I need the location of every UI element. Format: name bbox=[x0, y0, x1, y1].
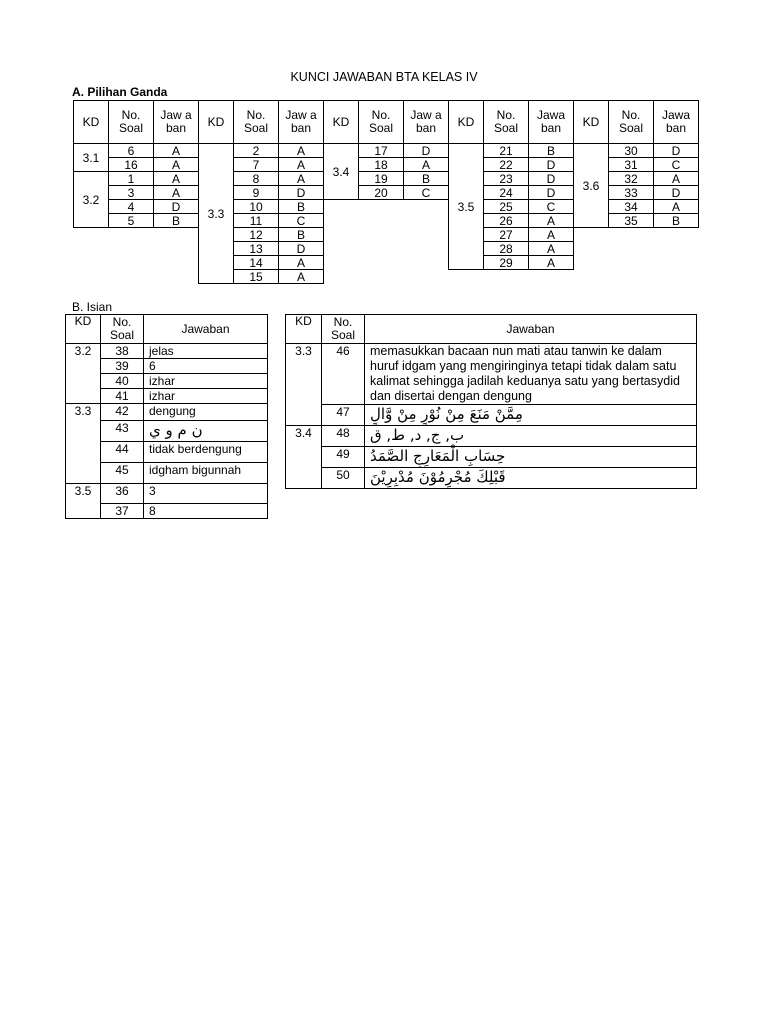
no-soal-cell: 6 bbox=[109, 144, 154, 158]
answer-cell: A bbox=[654, 172, 699, 186]
kd-cell: 3.3 bbox=[199, 144, 234, 284]
no-soal-cell: 8 bbox=[234, 172, 279, 186]
answer-cell: C bbox=[279, 214, 324, 228]
answer-cell: A bbox=[654, 200, 699, 214]
answer-cell: 3 bbox=[144, 484, 268, 504]
kd-cell: 3.1 bbox=[74, 144, 109, 172]
no-soal-cell: 26 bbox=[484, 214, 529, 228]
no-soal-cell: 15 bbox=[234, 270, 279, 284]
no-soal-cell: 28 bbox=[484, 242, 529, 256]
answer-cell: A bbox=[404, 158, 449, 172]
answer-cell: idgham bigunnah bbox=[144, 463, 268, 484]
no-soal-cell: 23 bbox=[484, 172, 529, 186]
table-row bbox=[286, 405, 697, 426]
no-soal-cell: 9 bbox=[234, 186, 279, 200]
no-soal-cell: 12 bbox=[234, 228, 279, 242]
empty-area bbox=[324, 200, 449, 284]
answer-cell: A bbox=[154, 144, 199, 158]
answer-cell: D bbox=[154, 200, 199, 214]
header-kd: KD bbox=[449, 101, 484, 144]
answer-cell: B bbox=[279, 200, 324, 214]
answer-cell: D bbox=[529, 158, 574, 172]
isian-left-table bbox=[65, 314, 268, 519]
header-no-soal: No. Soal bbox=[234, 101, 279, 144]
answer-cell: قَبْلِكَ مُجْرِمُوْنَ مُدْبِرِيْنَ bbox=[365, 468, 697, 489]
kd-cell: 3.2 bbox=[74, 172, 109, 228]
section-a-heading: A. Pilihan Ganda bbox=[72, 85, 168, 99]
no-soal-cell: 35 bbox=[609, 214, 654, 228]
answer-cell: D bbox=[404, 144, 449, 158]
answer-cell: C bbox=[654, 158, 699, 172]
answer-cell: A bbox=[154, 172, 199, 186]
no-soal-cell: 11 bbox=[234, 214, 279, 228]
no-soal-cell: 14 bbox=[234, 256, 279, 270]
no-soal-cell: 41 bbox=[101, 389, 144, 404]
no-soal-cell: 43 bbox=[101, 421, 144, 442]
answer-cell: A bbox=[154, 186, 199, 200]
no-soal-cell: 48 bbox=[322, 426, 365, 447]
kd-cell: 3.5 bbox=[449, 144, 484, 270]
no-soal-cell: 4 bbox=[109, 200, 154, 214]
no-soal-cell: 21 bbox=[484, 144, 529, 158]
no-soal-cell: 34 bbox=[609, 200, 654, 214]
answer-cell: jelas bbox=[144, 344, 268, 359]
answer-cell: B bbox=[154, 214, 199, 228]
table-header-row bbox=[286, 315, 697, 344]
answer-cell: memasukkan bacaan nun mati atau tanwin ke dalam huruf idgam yang mengiringinya tetapi tidak dalam satu kalimat sehingga jadilah keduanya satu yang bertasydid dan disertai dengan dengung bbox=[365, 344, 697, 405]
no-soal-cell: 7 bbox=[234, 158, 279, 172]
pilihan-ganda-table bbox=[73, 100, 699, 284]
no-soal-cell: 13 bbox=[234, 242, 279, 256]
table-row bbox=[66, 344, 268, 359]
no-soal-cell: 45 bbox=[101, 463, 144, 484]
header-kd: KD bbox=[286, 315, 322, 344]
answer-cell: D bbox=[279, 186, 324, 200]
table-row bbox=[286, 426, 697, 447]
answer-cell: D bbox=[654, 144, 699, 158]
no-soal-cell: 38 bbox=[101, 344, 144, 359]
table-row bbox=[66, 484, 268, 504]
answer-cell: D bbox=[529, 186, 574, 200]
kd-cell: 3.5 bbox=[66, 484, 101, 519]
header-no-soal: No. Soal bbox=[609, 101, 654, 144]
answer-cell: izhar bbox=[144, 374, 268, 389]
answer-cell: tidak berdengung bbox=[144, 442, 268, 463]
answer-cell: A bbox=[529, 242, 574, 256]
no-soal-cell: 10 bbox=[234, 200, 279, 214]
answer-cell: dengung bbox=[144, 404, 268, 421]
no-soal-cell: 25 bbox=[484, 200, 529, 214]
no-soal-cell: 20 bbox=[359, 186, 404, 200]
header-no-soal: No. Soal bbox=[484, 101, 529, 144]
document-title: KUNCI JAWABAN BTA KELAS IV bbox=[290, 70, 478, 84]
no-soal-cell: 2 bbox=[234, 144, 279, 158]
header-jawaban: Jawaban bbox=[365, 315, 697, 344]
no-soal-cell: 44 bbox=[101, 442, 144, 463]
kd-cell: 3.3 bbox=[286, 344, 322, 426]
header-jawaban: Jaw a ban bbox=[154, 101, 199, 144]
no-soal-cell: 22 bbox=[484, 158, 529, 172]
answer-cell: مِمَّنْ مَنَعَ مِنْ نُوْرٍ مِنْ وَّالٍ bbox=[365, 405, 697, 426]
no-soal-cell: 24 bbox=[484, 186, 529, 200]
answer-cell: A bbox=[279, 270, 324, 284]
section-b-heading: B. Isian bbox=[72, 300, 113, 314]
header-jawaban: Jaw a ban bbox=[404, 101, 449, 144]
answer-cell: A bbox=[279, 144, 324, 158]
table-row bbox=[286, 344, 697, 405]
no-soal-cell: 18 bbox=[359, 158, 404, 172]
table-row bbox=[286, 468, 697, 489]
no-soal-cell: 42 bbox=[101, 404, 144, 421]
no-soal-cell: 16 bbox=[109, 158, 154, 172]
no-soal-cell: 29 bbox=[484, 256, 529, 270]
header-kd: KD bbox=[66, 315, 101, 344]
no-soal-cell: 49 bbox=[322, 447, 365, 468]
kd-cell: 3.4 bbox=[286, 426, 322, 489]
answer-cell: B bbox=[529, 144, 574, 158]
no-soal-cell: 37 bbox=[101, 504, 144, 519]
header-kd: KD bbox=[574, 101, 609, 144]
header-kd: KD bbox=[74, 101, 109, 144]
no-soal-cell: 3 bbox=[109, 186, 154, 200]
header-no-soal: No. Soal bbox=[322, 315, 365, 344]
answer-cell: D bbox=[529, 172, 574, 186]
no-soal-cell: 19 bbox=[359, 172, 404, 186]
answer-cell: A bbox=[279, 172, 324, 186]
answer-cell: C bbox=[404, 186, 449, 200]
isian-right-table bbox=[285, 314, 697, 489]
answer-cell: C bbox=[529, 200, 574, 214]
header-jawaban: Jawa ban bbox=[654, 101, 699, 144]
no-soal-cell: 47 bbox=[322, 405, 365, 426]
answer-cell: A bbox=[279, 256, 324, 270]
answer-cell: A bbox=[529, 256, 574, 270]
empty-area bbox=[574, 228, 699, 284]
no-soal-cell: 1 bbox=[109, 172, 154, 186]
no-soal-cell: 30 bbox=[609, 144, 654, 158]
header-no-soal: No. Soal bbox=[359, 101, 404, 144]
table-row bbox=[74, 144, 699, 158]
answer-cell: A bbox=[529, 228, 574, 242]
empty-area bbox=[449, 270, 574, 284]
no-soal-cell: 17 bbox=[359, 144, 404, 158]
answer-cell: izhar bbox=[144, 389, 268, 404]
empty-area bbox=[74, 228, 199, 284]
answer-cell: A bbox=[154, 158, 199, 172]
header-jawaban: Jaw a ban bbox=[279, 101, 324, 144]
kd-cell: 3.3 bbox=[66, 404, 101, 484]
table-header-row bbox=[74, 101, 699, 144]
no-soal-cell: 40 bbox=[101, 374, 144, 389]
answer-cell: حِسَابِ الْمَعَارِجِ الصَّمَدُ bbox=[365, 447, 697, 468]
header-no-soal: No. Soal bbox=[101, 315, 144, 344]
table-header-row bbox=[66, 315, 268, 344]
kd-cell: 3.6 bbox=[574, 144, 609, 228]
answer-cell: 8 bbox=[144, 504, 268, 519]
no-soal-cell: 50 bbox=[322, 468, 365, 489]
header-no-soal: No. Soal bbox=[109, 101, 154, 144]
answer-cell: B bbox=[404, 172, 449, 186]
no-soal-cell: 46 bbox=[322, 344, 365, 405]
no-soal-cell: 33 bbox=[609, 186, 654, 200]
answer-cell: D bbox=[654, 186, 699, 200]
answer-cell: ب, ج, د, ط, ق bbox=[365, 426, 697, 447]
answer-cell: A bbox=[529, 214, 574, 228]
answer-cell: ن م و ي bbox=[144, 421, 268, 442]
answer-cell: 6 bbox=[144, 359, 268, 374]
no-soal-cell: 5 bbox=[109, 214, 154, 228]
no-soal-cell: 36 bbox=[101, 484, 144, 504]
kd-cell: 3.2 bbox=[66, 344, 101, 404]
answer-cell: A bbox=[279, 158, 324, 172]
table-row bbox=[286, 447, 697, 468]
header-kd: KD bbox=[199, 101, 234, 144]
table-row bbox=[66, 404, 268, 421]
no-soal-cell: 31 bbox=[609, 158, 654, 172]
header-jawaban: Jawa ban bbox=[529, 101, 574, 144]
answer-cell: D bbox=[279, 242, 324, 256]
answer-cell: B bbox=[654, 214, 699, 228]
header-jawaban: Jawaban bbox=[144, 315, 268, 344]
answer-cell: B bbox=[279, 228, 324, 242]
no-soal-cell: 39 bbox=[101, 359, 144, 374]
no-soal-cell: 27 bbox=[484, 228, 529, 242]
no-soal-cell: 32 bbox=[609, 172, 654, 186]
header-kd: KD bbox=[324, 101, 359, 144]
kd-cell: 3.4 bbox=[324, 144, 359, 200]
